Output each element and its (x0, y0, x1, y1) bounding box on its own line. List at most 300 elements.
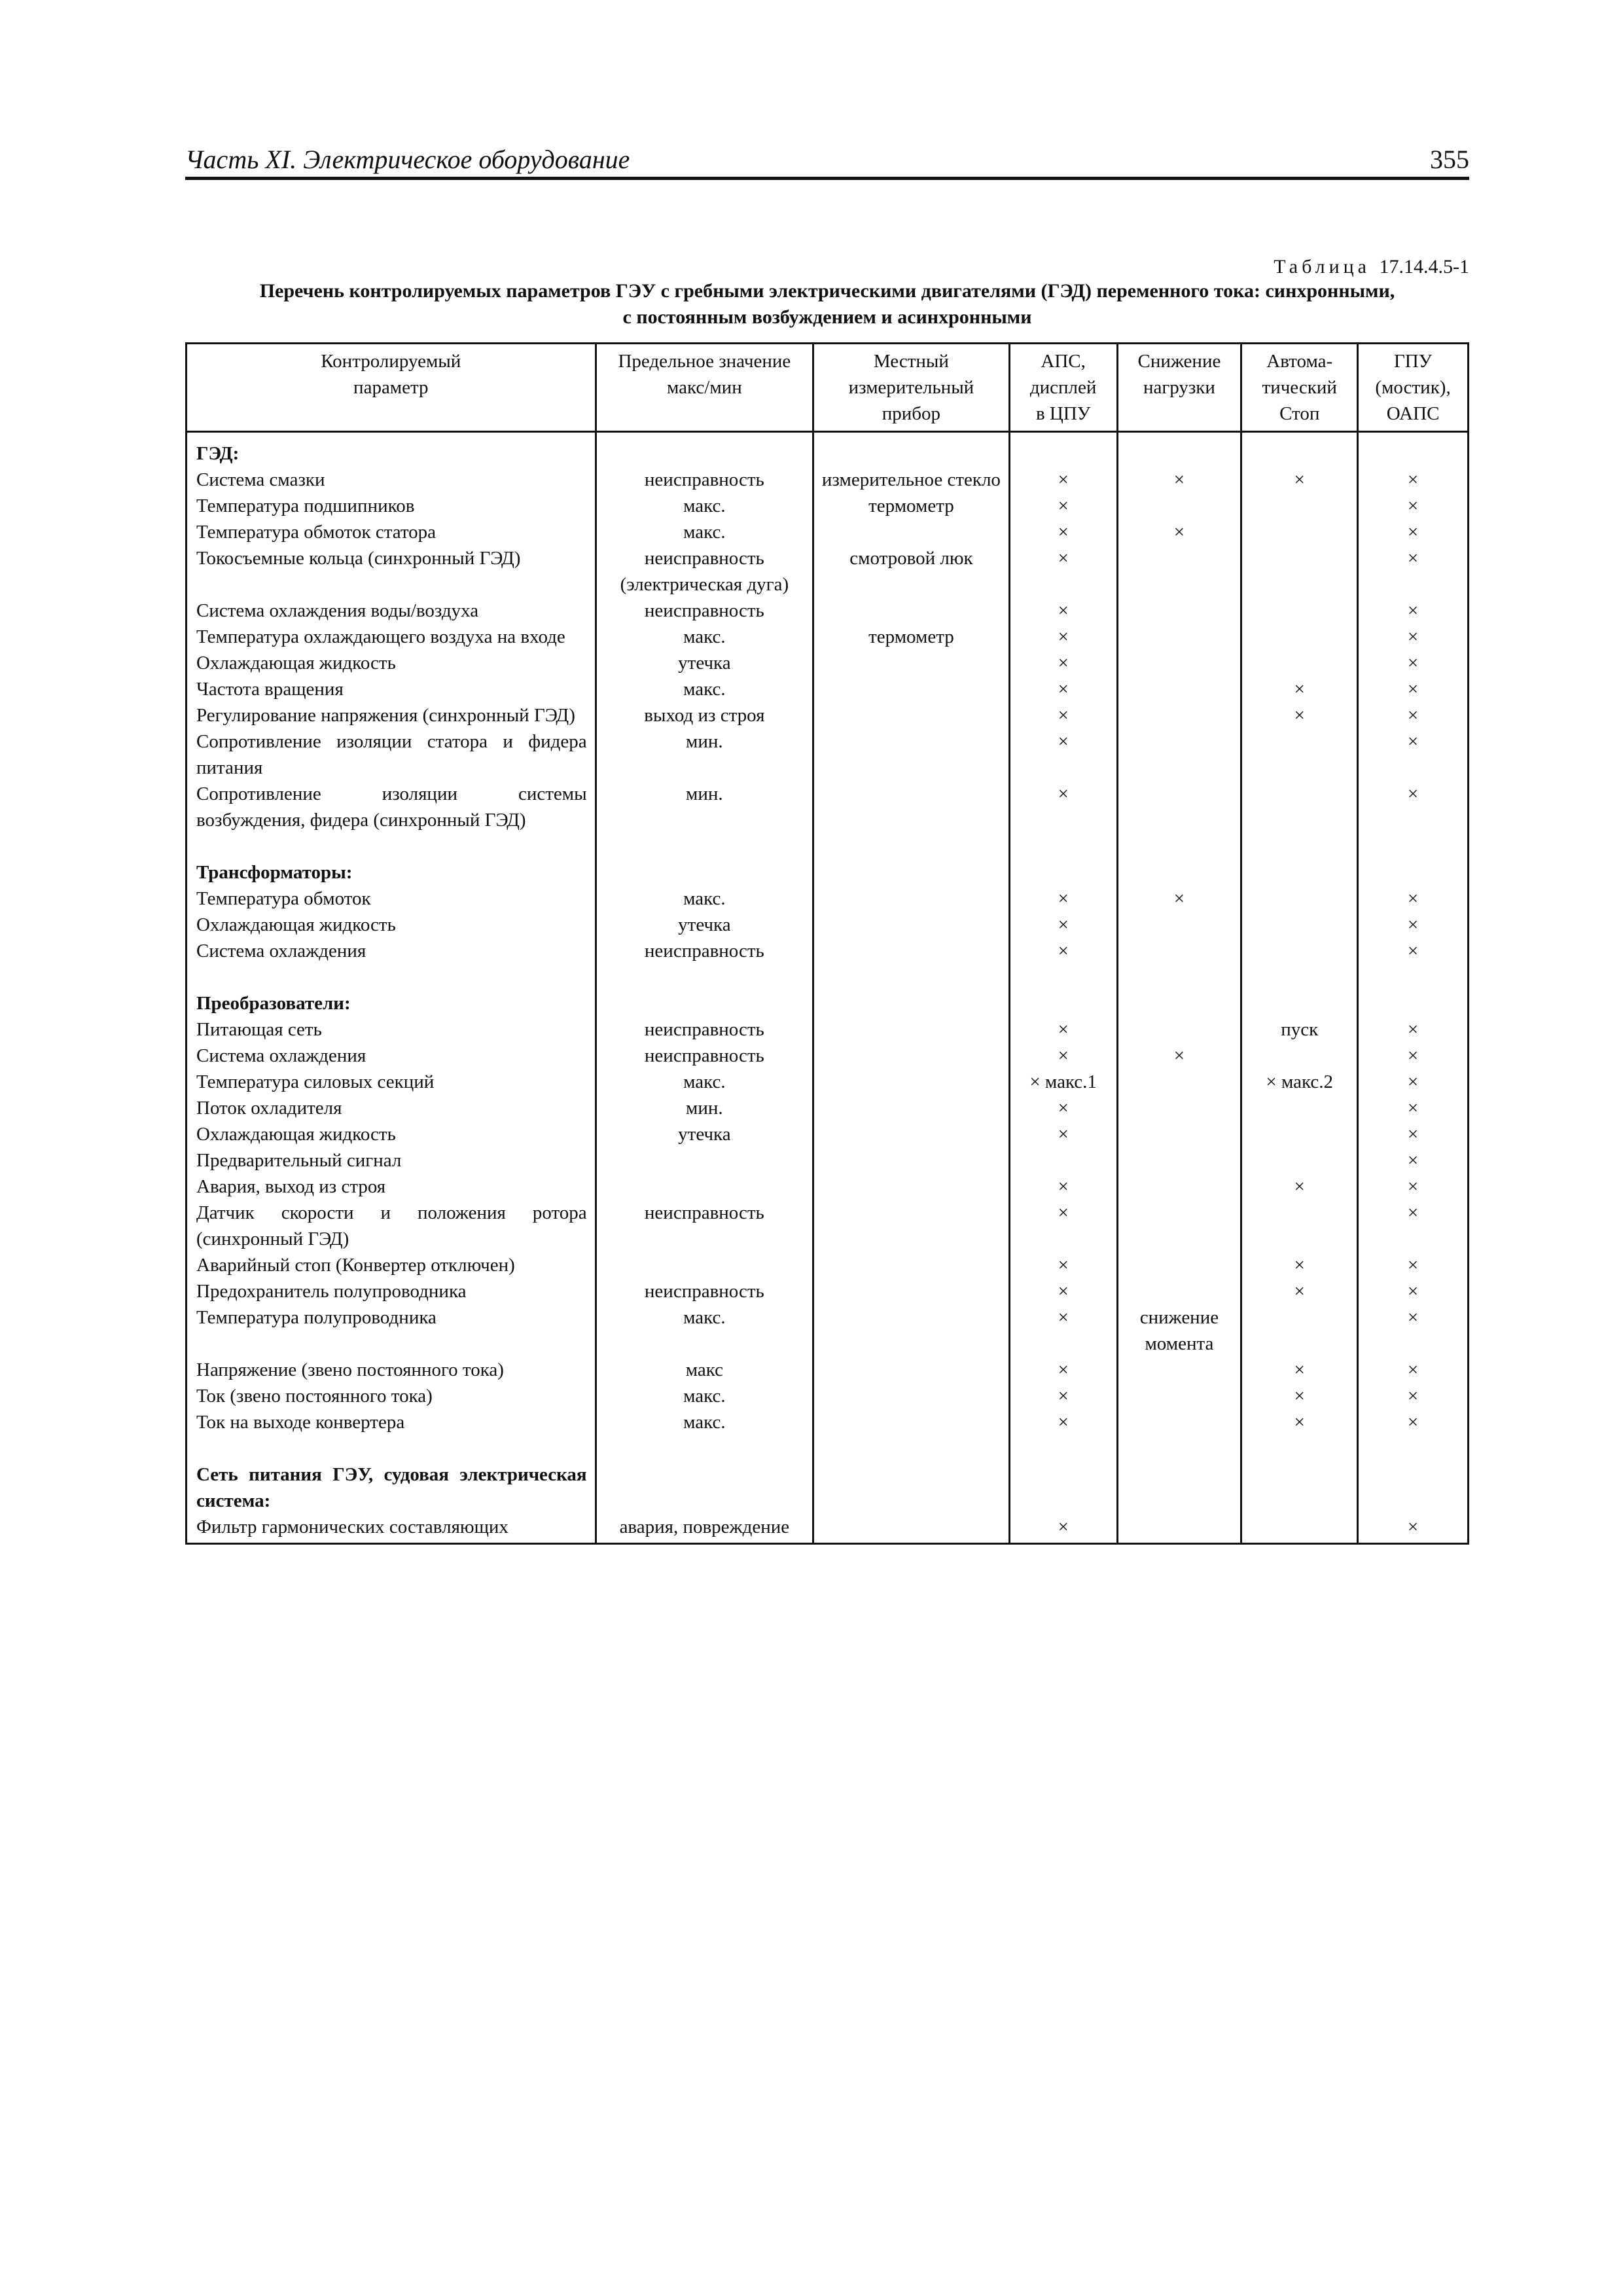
empty-cell (1009, 432, 1117, 467)
spacer-cell (1241, 964, 1358, 990)
aps-cell: × макс.1 (1009, 1069, 1117, 1095)
load-reduction-cell (1117, 1278, 1241, 1304)
gpu-cell: × (1358, 1252, 1469, 1278)
instrument-cell (813, 781, 1010, 833)
instrument-cell: смотровой люк (813, 545, 1010, 598)
empty-cell (1358, 432, 1469, 467)
instrument-cell (813, 912, 1010, 938)
auto-stop-cell: × (1241, 702, 1358, 728)
table-row (187, 1043, 1469, 1069)
aps-cell: × (1009, 1043, 1117, 1069)
empty-cell (1358, 990, 1469, 1016)
gpu-cell: × (1358, 519, 1469, 545)
col-header-parameter: Контролируемый параметр (187, 344, 596, 432)
aps-cell: × (1009, 886, 1117, 912)
col-header-auto-stop: Автома- тический Стоп (1241, 344, 1358, 432)
aps-cell: × (1009, 702, 1117, 728)
gpu-cell: × (1358, 1514, 1469, 1544)
aps-cell: × (1009, 1252, 1117, 1278)
empty-cell (1358, 1462, 1469, 1514)
table-row (187, 493, 1469, 519)
instrument-cell (813, 676, 1010, 702)
table-row (187, 938, 1469, 964)
section-heading: Сеть питания ГЭУ, судовая электрическая система: (187, 1462, 596, 1514)
param-cell: Датчик скорости и положения ротора (синхронный ГЭД) (187, 1200, 596, 1252)
aps-cell: × (1009, 519, 1117, 545)
limit-cell: макс. (596, 519, 813, 545)
table-row (187, 1069, 1469, 1095)
aps-cell: × (1009, 493, 1117, 519)
load-reduction-cell: × (1117, 519, 1241, 545)
table-row (187, 1200, 1469, 1252)
caption-line: с постоянным возбуждением и асинхронными (622, 306, 1032, 328)
spacer-cell (187, 833, 596, 859)
empty-cell (1241, 990, 1358, 1016)
load-reduction-cell (1117, 1383, 1241, 1409)
limit-cell: макс. (596, 1069, 813, 1095)
aps-cell: × (1009, 1016, 1117, 1043)
empty-cell (596, 990, 813, 1016)
auto-stop-cell (1241, 650, 1358, 676)
instrument-cell (813, 1304, 1010, 1357)
gpu-cell: × (1358, 1016, 1469, 1043)
auto-stop-cell: × (1241, 1383, 1358, 1409)
limit-cell: авария, повреждение (596, 1514, 813, 1544)
instrument-cell (813, 1147, 1010, 1174)
instrument-cell (813, 1069, 1010, 1095)
param-cell: Температура обмоток (187, 886, 596, 912)
col-header-instrument: Местный измерительный прибор (813, 344, 1010, 432)
load-reduction-cell (1117, 1147, 1241, 1174)
instrument-cell (813, 1409, 1010, 1435)
aps-cell: × (1009, 938, 1117, 964)
load-reduction-cell (1117, 1409, 1241, 1435)
auto-stop-cell (1241, 1304, 1358, 1357)
spacer-cell (187, 964, 596, 990)
table-row (187, 1278, 1469, 1304)
auto-stop-cell (1241, 728, 1358, 781)
gpu-cell: × (1358, 1304, 1469, 1357)
load-reduction-cell (1117, 493, 1241, 519)
gpu-cell: × (1358, 702, 1469, 728)
instrument-cell (813, 598, 1010, 624)
limit-cell: макс. (596, 1304, 813, 1357)
param-cell: Охлаждающая жидкость (187, 650, 596, 676)
empty-cell (1117, 1462, 1241, 1514)
aps-cell (1009, 1147, 1117, 1174)
table-row (187, 886, 1469, 912)
param-cell: Сопротивление изоляции статора и фидера питания (187, 728, 596, 781)
section-heading: Трансформаторы: (187, 859, 596, 886)
param-cell: Предварительный сигнал (187, 1147, 596, 1174)
limit-cell: утечка (596, 650, 813, 676)
limit-cell: неисправность (596, 467, 813, 493)
aps-cell: × (1009, 1409, 1117, 1435)
empty-cell (1117, 859, 1241, 886)
auto-stop-cell: × (1241, 467, 1358, 493)
auto-stop-cell: × (1241, 1409, 1358, 1435)
limit-cell: мин. (596, 781, 813, 833)
limit-cell: неисправность (596, 1200, 813, 1252)
instrument-cell (813, 1200, 1010, 1252)
col-header-load-reduction: Снижение нагрузки (1117, 344, 1241, 432)
param-cell: Напряжение (звено постоянного тока) (187, 1357, 596, 1383)
param-cell: Регулирование напряжения (синхронный ГЭД) (187, 702, 596, 728)
instrument-cell (813, 1514, 1010, 1544)
param-cell: Система охлаждения воды/воздуха (187, 598, 596, 624)
aps-cell: × (1009, 912, 1117, 938)
load-reduction-cell (1117, 1069, 1241, 1095)
table-number-prefix: Таблица (1274, 256, 1370, 278)
gpu-cell: × (1358, 545, 1469, 598)
aps-cell: × (1009, 1514, 1117, 1544)
table-row (187, 1252, 1469, 1278)
aps-cell: × (1009, 624, 1117, 650)
aps-cell: × (1009, 467, 1117, 493)
gpu-cell: × (1358, 624, 1469, 650)
aps-cell: × (1009, 1121, 1117, 1147)
instrument-cell: термометр (813, 493, 1010, 519)
param-cell: Фильтр гармонических составляющих (187, 1514, 596, 1544)
instrument-cell (813, 938, 1010, 964)
table-row (187, 598, 1469, 624)
param-cell: Токосъемные кольца (синхронный ГЭД) (187, 545, 596, 598)
limit-cell: неисправность (596, 1278, 813, 1304)
load-reduction-cell (1117, 1121, 1241, 1147)
limit-cell: неисправность (596, 1043, 813, 1069)
limit-cell (596, 1174, 813, 1200)
table-row (187, 1121, 1469, 1147)
param-cell: Температура охлаждающего воздуха на входе (187, 624, 596, 650)
table-caption (185, 278, 1469, 331)
instrument-cell (813, 519, 1010, 545)
gpu-cell: × (1358, 1069, 1469, 1095)
load-reduction-cell: × (1117, 1043, 1241, 1069)
aps-cell: × (1009, 598, 1117, 624)
aps-cell: × (1009, 650, 1117, 676)
table-row (187, 1514, 1469, 1544)
param-cell: Авария, выход из строя (187, 1174, 596, 1200)
gpu-cell: × (1358, 1278, 1469, 1304)
section-heading: Преобразователи: (187, 990, 596, 1016)
gpu-cell: × (1358, 728, 1469, 781)
section-heading-row (187, 990, 1469, 1016)
auto-stop-cell (1241, 1043, 1358, 1069)
gpu-cell: × (1358, 1147, 1469, 1174)
auto-stop-cell: × (1241, 1174, 1358, 1200)
auto-stop-cell (1241, 1514, 1358, 1544)
gpu-cell: × (1358, 1200, 1469, 1252)
spacer-cell (813, 964, 1010, 990)
table-row (187, 702, 1469, 728)
auto-stop-cell (1241, 781, 1358, 833)
load-reduction-cell (1117, 1095, 1241, 1121)
empty-cell (813, 990, 1010, 1016)
section-heading-row (187, 859, 1469, 886)
spacer-row (187, 964, 1469, 990)
instrument-cell (813, 1095, 1010, 1121)
gpu-cell: × (1358, 1043, 1469, 1069)
instrument-cell (813, 728, 1010, 781)
param-cell: Температура силовых секций (187, 1069, 596, 1095)
table-row (187, 1174, 1469, 1200)
auto-stop-cell: × (1241, 1357, 1358, 1383)
table-row (187, 1147, 1469, 1174)
param-cell: Температура полупроводника (187, 1304, 596, 1357)
gpu-cell: × (1358, 676, 1469, 702)
auto-stop-cell (1241, 624, 1358, 650)
load-reduction-cell (1117, 1252, 1241, 1278)
instrument-cell (813, 1174, 1010, 1200)
auto-stop-cell (1241, 1200, 1358, 1252)
load-reduction-cell (1117, 1174, 1241, 1200)
table-number-value: 17.14.4.5-1 (1379, 256, 1469, 278)
table-row (187, 676, 1469, 702)
param-cell: Температура обмоток статора (187, 519, 596, 545)
table-row (187, 519, 1469, 545)
limit-cell: неисправность (596, 938, 813, 964)
empty-cell (596, 1462, 813, 1514)
spacer-cell (813, 833, 1010, 859)
aps-cell: × (1009, 1357, 1117, 1383)
section-heading: ГЭД: (187, 432, 596, 467)
param-cell: Система охлаждения (187, 938, 596, 964)
limit-cell (596, 1252, 813, 1278)
spacer-cell (596, 833, 813, 859)
aps-cell: × (1009, 1278, 1117, 1304)
col-header-gpu: ГПУ (мостик), ОАПС (1358, 344, 1469, 432)
aps-cell: × (1009, 1174, 1117, 1200)
table-row (187, 545, 1469, 598)
load-reduction-cell: снижение момента (1117, 1304, 1241, 1357)
caption-line: Перечень контролируемых параметров ГЭУ с гребными электрическими двигателями (ГЭД) переменного тока: синхронными, (259, 280, 1395, 302)
table-row (187, 624, 1469, 650)
load-reduction-cell (1117, 676, 1241, 702)
col-header-aps: АПС, дисплей в ЦПУ (1009, 344, 1117, 432)
limit-cell: мин. (596, 728, 813, 781)
limit-cell: выход из строя (596, 702, 813, 728)
table-header-row (187, 344, 1469, 432)
empty-cell (813, 432, 1010, 467)
gpu-cell: × (1358, 886, 1469, 912)
load-reduction-cell (1117, 624, 1241, 650)
spacer-cell (1358, 964, 1469, 990)
spacer-cell (1117, 1435, 1241, 1462)
table-row (187, 912, 1469, 938)
gpu-cell: × (1358, 938, 1469, 964)
instrument-cell (813, 1016, 1010, 1043)
empty-cell (596, 859, 813, 886)
auto-stop-cell (1241, 1095, 1358, 1121)
empty-cell (813, 1462, 1010, 1514)
param-cell: Частота вращения (187, 676, 596, 702)
section-heading-row (187, 432, 1469, 467)
param-cell: Поток охладителя (187, 1095, 596, 1121)
load-reduction-cell (1117, 1200, 1241, 1252)
table-row (187, 728, 1469, 781)
aps-cell: × (1009, 676, 1117, 702)
aps-cell: × (1009, 545, 1117, 598)
empty-cell (1117, 432, 1241, 467)
spacer-cell (187, 1435, 596, 1462)
load-reduction-cell (1117, 545, 1241, 598)
spacer-cell (1009, 964, 1117, 990)
param-cell: Ток (звено постоянного тока) (187, 1383, 596, 1409)
table-body (187, 432, 1469, 1544)
aps-cell: × (1009, 1095, 1117, 1121)
gpu-cell: × (1358, 1409, 1469, 1435)
limit-cell: макс (596, 1357, 813, 1383)
empty-cell (1241, 859, 1358, 886)
limit-cell: неисправность (596, 598, 813, 624)
aps-cell: × (1009, 728, 1117, 781)
spacer-cell (596, 1435, 813, 1462)
load-reduction-cell (1117, 702, 1241, 728)
table-row (187, 1095, 1469, 1121)
running-title: Часть XI. Электрическое оборудование (185, 145, 630, 174)
table-row (187, 1304, 1469, 1357)
spacer-cell (1117, 833, 1241, 859)
auto-stop-cell (1241, 598, 1358, 624)
limit-cell: макс. (596, 493, 813, 519)
aps-cell: × (1009, 781, 1117, 833)
load-reduction-cell (1117, 1016, 1241, 1043)
limit-cell: неисправность (электрическая дуга) (596, 545, 813, 598)
gpu-cell: × (1358, 467, 1469, 493)
gpu-cell: × (1358, 1095, 1469, 1121)
col-header-limit: Предельное значение макс/мин (596, 344, 813, 432)
section-heading-row (187, 1462, 1469, 1514)
spacer-cell (813, 1435, 1010, 1462)
empty-cell (596, 432, 813, 467)
spacer-cell (1358, 1435, 1469, 1462)
spacer-row (187, 833, 1469, 859)
empty-cell (1117, 990, 1241, 1016)
load-reduction-cell (1117, 728, 1241, 781)
auto-stop-cell (1241, 912, 1358, 938)
header-rule (185, 177, 1469, 180)
gpu-cell: × (1358, 493, 1469, 519)
parameters-table (185, 342, 1469, 1545)
auto-stop-cell: × макс.2 (1241, 1069, 1358, 1095)
limit-cell: макс. (596, 1383, 813, 1409)
limit-cell: макс. (596, 624, 813, 650)
load-reduction-cell (1117, 1357, 1241, 1383)
spacer-cell (596, 964, 813, 990)
load-reduction-cell (1117, 938, 1241, 964)
param-cell: Система охлаждения (187, 1043, 596, 1069)
instrument-cell (813, 1357, 1010, 1383)
table-row (187, 1383, 1469, 1409)
instrument-cell (813, 1383, 1010, 1409)
spacer-cell (1358, 833, 1469, 859)
instrument-cell: термометр (813, 624, 1010, 650)
instrument-cell (813, 650, 1010, 676)
auto-stop-cell (1241, 886, 1358, 912)
param-cell: Охлаждающая жидкость (187, 912, 596, 938)
param-cell: Ток на выходе конвертера (187, 1409, 596, 1435)
spacer-cell (1117, 964, 1241, 990)
load-reduction-cell (1117, 1514, 1241, 1544)
empty-cell (1009, 859, 1117, 886)
auto-stop-cell (1241, 1147, 1358, 1174)
param-cell: Сопротивление изоляции системы возбуждения, фидера (синхронный ГЭД) (187, 781, 596, 833)
gpu-cell: × (1358, 650, 1469, 676)
limit-cell: утечка (596, 1121, 813, 1147)
limit-cell: неисправность (596, 1016, 813, 1043)
empty-cell (1009, 1462, 1117, 1514)
spacer-cell (1241, 833, 1358, 859)
auto-stop-cell (1241, 519, 1358, 545)
load-reduction-cell (1117, 781, 1241, 833)
limit-cell: макс. (596, 886, 813, 912)
spacer-cell (1009, 833, 1117, 859)
empty-cell (813, 859, 1010, 886)
auto-stop-cell (1241, 493, 1358, 519)
auto-stop-cell: пуск (1241, 1016, 1358, 1043)
auto-stop-cell (1241, 938, 1358, 964)
table-row (187, 1016, 1469, 1043)
aps-cell: × (1009, 1304, 1117, 1357)
spacer-cell (1009, 1435, 1117, 1462)
param-cell: Питающая сеть (187, 1016, 596, 1043)
empty-cell (1009, 990, 1117, 1016)
limit-cell: мин. (596, 1095, 813, 1121)
instrument-cell (813, 1121, 1010, 1147)
auto-stop-cell: × (1241, 676, 1358, 702)
aps-cell: × (1009, 1383, 1117, 1409)
table-row (187, 467, 1469, 493)
table-number (1274, 254, 1469, 280)
param-cell: Охлаждающая жидкость (187, 1121, 596, 1147)
instrument-cell (813, 1252, 1010, 1278)
empty-cell (1358, 859, 1469, 886)
empty-cell (1241, 1462, 1358, 1514)
auto-stop-cell: × (1241, 1252, 1358, 1278)
auto-stop-cell (1241, 1121, 1358, 1147)
limit-cell: утечка (596, 912, 813, 938)
table-row (187, 1357, 1469, 1383)
table-row (187, 781, 1469, 833)
gpu-cell: × (1358, 1121, 1469, 1147)
gpu-cell: × (1358, 598, 1469, 624)
instrument-cell (813, 702, 1010, 728)
load-reduction-cell: × (1117, 886, 1241, 912)
instrument-cell: измерительное стекло (813, 467, 1010, 493)
spacer-row (187, 1435, 1469, 1462)
limit-cell: макс. (596, 676, 813, 702)
running-header (185, 143, 1469, 177)
load-reduction-cell (1117, 912, 1241, 938)
gpu-cell: × (1358, 912, 1469, 938)
page-number: 355 (1430, 145, 1469, 174)
instrument-cell (813, 1278, 1010, 1304)
table-row (187, 650, 1469, 676)
param-cell: Аварийный стоп (Конвертер отключен) (187, 1252, 596, 1278)
limit-cell (596, 1147, 813, 1174)
load-reduction-cell (1117, 598, 1241, 624)
param-cell: Система смазки (187, 467, 596, 493)
instrument-cell (813, 886, 1010, 912)
table-row (187, 1409, 1469, 1435)
spacer-cell (1241, 1435, 1358, 1462)
instrument-cell (813, 1043, 1010, 1069)
empty-cell (1241, 432, 1358, 467)
load-reduction-cell (1117, 650, 1241, 676)
gpu-cell: × (1358, 1174, 1469, 1200)
gpu-cell: × (1358, 1383, 1469, 1409)
aps-cell: × (1009, 1200, 1117, 1252)
